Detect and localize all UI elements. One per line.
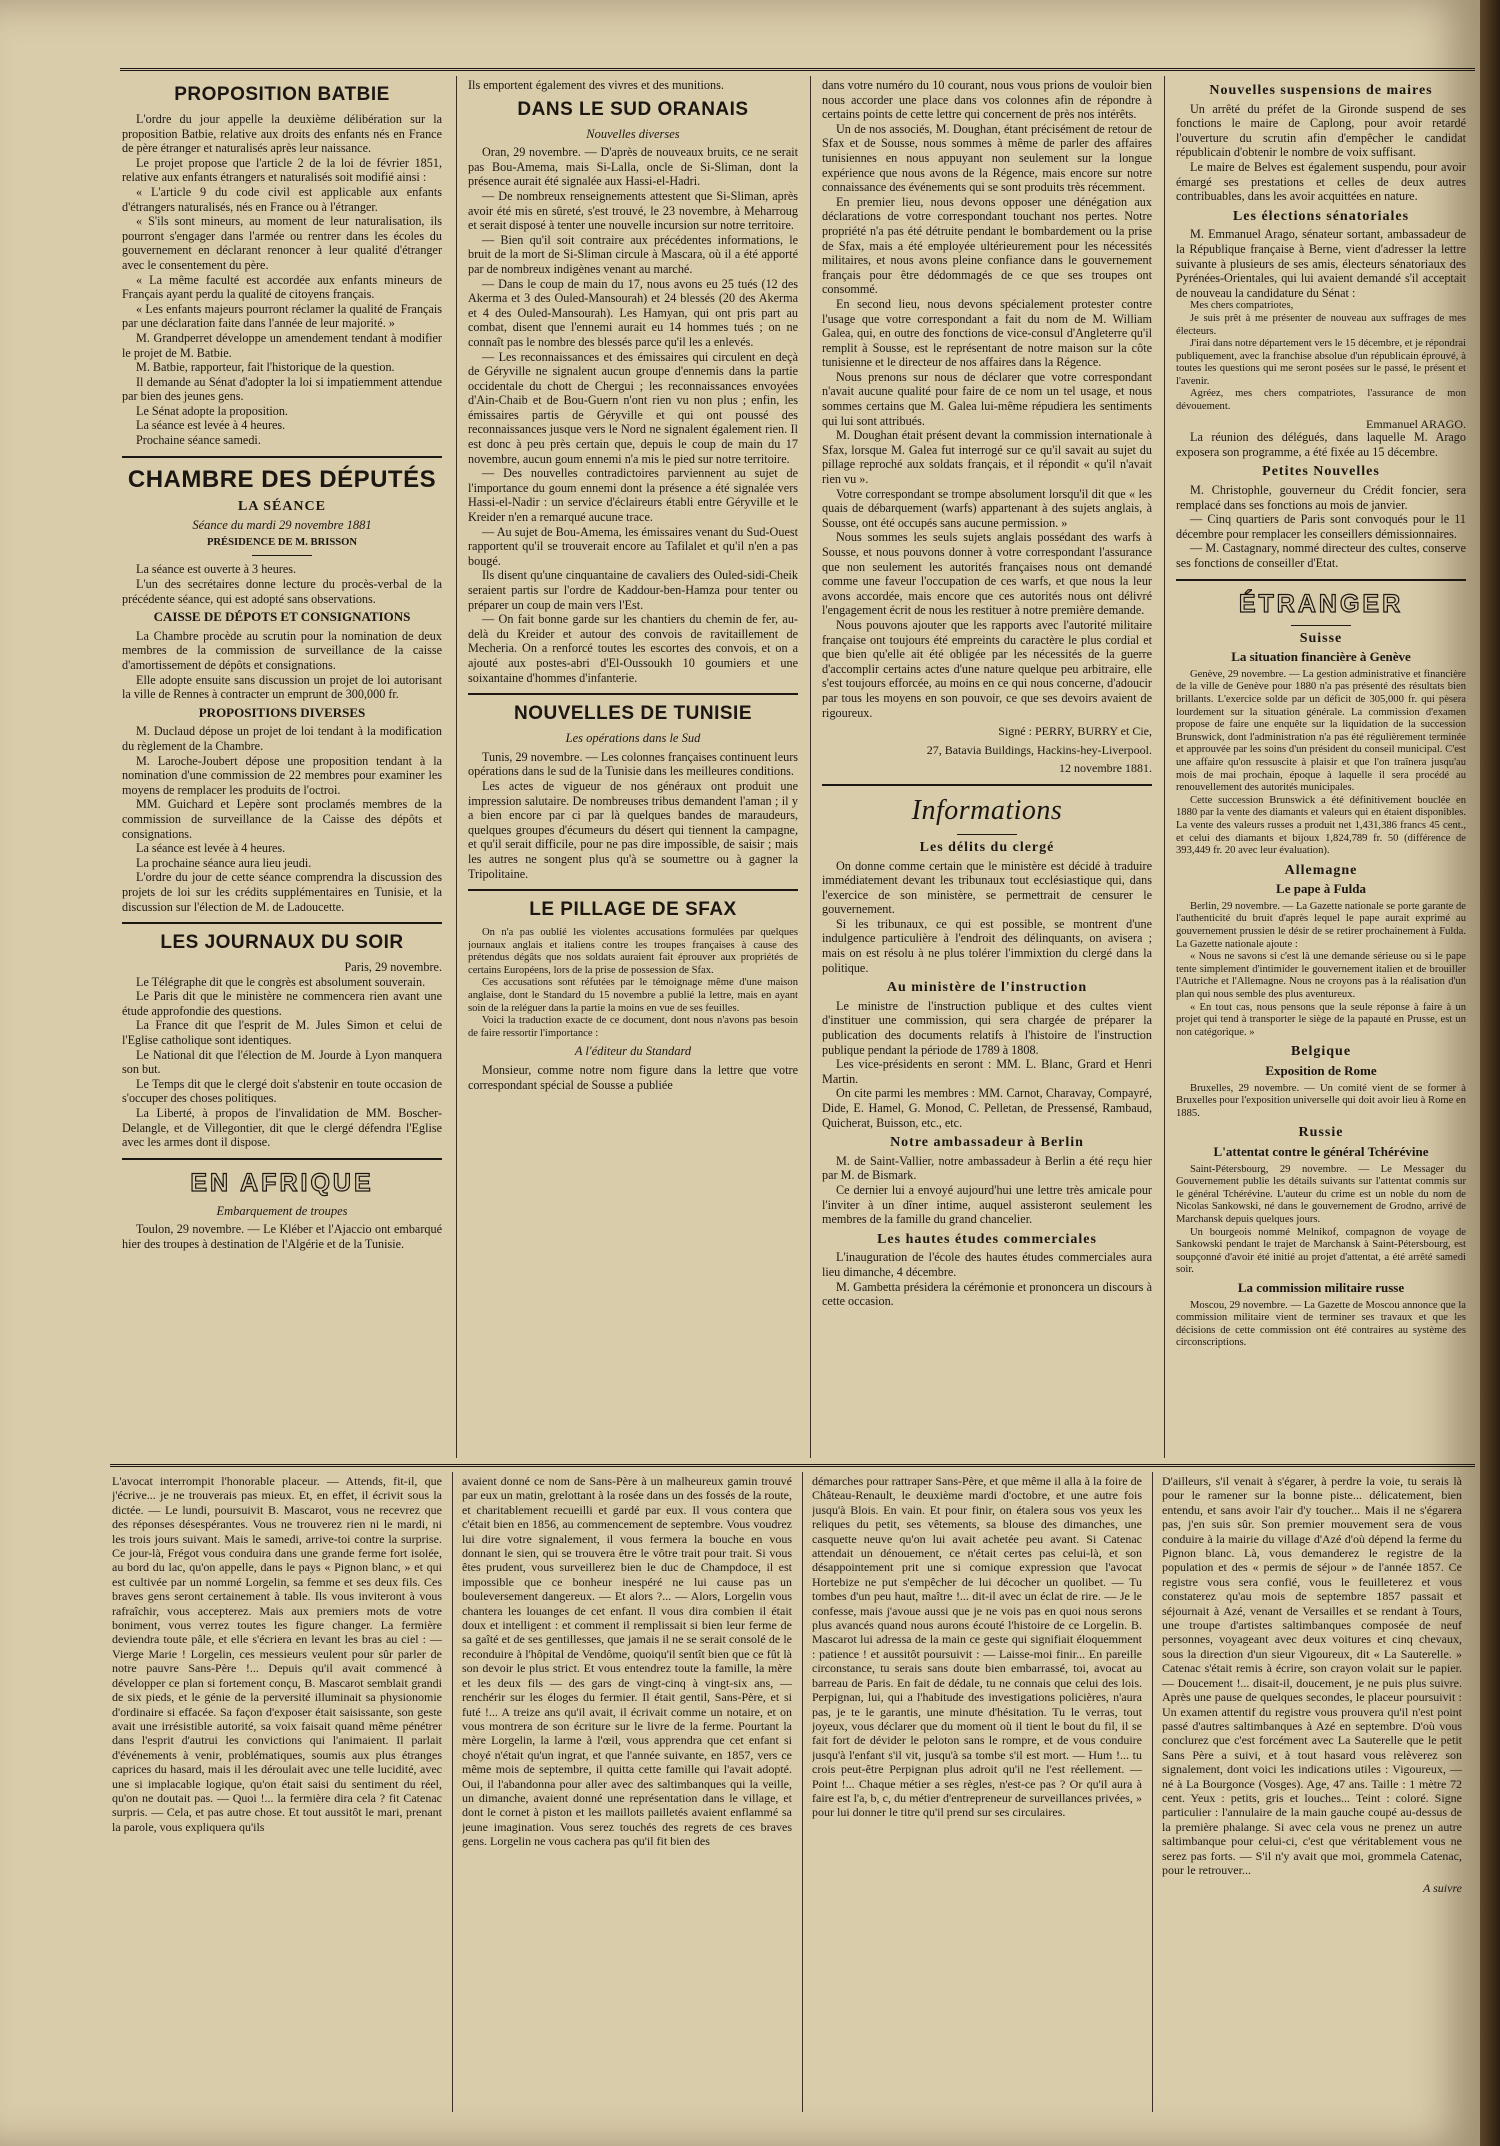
paragraph: Agréez, mes chers compatriotes, l'assurance de mon dévouement. xyxy=(1176,388,1466,413)
paragraph: L'un des secrétaires donne lecture du procès-verbal de la précédente séance, qui est adopté sans observations. xyxy=(122,577,442,606)
subheading-commission-militaire: La commission militaire russe xyxy=(1237,1279,1405,1295)
paragraph: Si les tribunaux, ce qui est possible, se montrent d'une indulgence particulière à l'endroit des délinquants, on avisera ; mais on est résolu à ne plus tolérer l'immixtion du clergé dans la politique. xyxy=(822,916,1152,975)
paragraph: Le Temps dit que le clergé doit s'abstenir en toute occasion de s'occuper des choses politiques. xyxy=(122,1076,442,1106)
paragraph: Bruxelles, 29 novembre. — Un comité vient de se former à Bruxelles pour l'exposition universelle qui doit avoir lieu à Rome en 1885. xyxy=(1176,1082,1466,1119)
paragraph: M. Laroche-Joubert dépose une proposition tendant à la nomination d'une commission de 22 membres pour examiner les moyens de remplacer les produits de l'octroi. xyxy=(122,753,442,797)
section-rule xyxy=(122,1158,442,1160)
signature-date: 12 novembre 1881. xyxy=(1059,761,1152,776)
top-rule xyxy=(120,68,1475,71)
section-rule xyxy=(468,889,798,891)
column-divider xyxy=(456,76,457,1458)
feuilleton-rule xyxy=(110,1464,1475,1467)
subheading-elections-senatoriales: Les élections sénatoriales xyxy=(1232,208,1410,224)
paragraph: L'ordre du jour appelle la deuxième délibération sur la proposition Batbie, relative aux droits des enfants nés en France de père étranger et naturalisés après leur naissance. xyxy=(122,112,442,156)
paragraph: — Cinq quartiers de Paris sont convoqués pour le 11 décembre pour remplacer les conseillers démissionnaires. xyxy=(1176,512,1466,541)
paragraph: Votre correspondant se trompe absolument lorsqu'il dit que « les quais de débarquement (warfs) appartenant à des sujets anglais, à Sousse, ont été occupés sans aucune permission. » xyxy=(822,486,1152,530)
paragraph: Voici la traduction exacte de ce document, dont nous n'avons pas besoin de faire ressortir l'importance : xyxy=(468,1015,798,1039)
paragraph: M. Doughan était présent devant la commission internationale à Sfax, lorsque M. Galea fut interrogé sur ce qu'il savait au sujet du pillage reproché aux soldats français, et il répondit « qu'il n'avait rien vu ». xyxy=(822,428,1152,487)
paragraph: Nous prenons sur nous de déclarer que votre correspondant n'avait aucune qualité pour faire de ce nom un tel usage, et nous sommes certains que M. Galea lui-même répudiera les sentiments qui lui sont attribués. xyxy=(822,369,1152,428)
country-belgique: Belgique xyxy=(1290,1044,1352,1060)
column-divider xyxy=(810,76,811,1458)
paragraph: M. Gambetta présidera la cérémonie et prononcera un discours à cette occasion. xyxy=(822,1279,1152,1309)
subheading-hautes-etudes: Les hautes études commerciales xyxy=(877,1231,1097,1247)
paragraph: Le Télégraphe dit que le congrès est absolument souverain. xyxy=(136,974,426,989)
paragraph: Mes chers compatriotes, xyxy=(1190,300,1294,312)
subheading-suspensions-maires: Nouvelles suspensions de maires xyxy=(1209,83,1433,98)
paragraph: « Les enfants majeurs pourront réclamer la qualité de Français par une déclaration faite dans l'année de leur majorité. » xyxy=(122,301,442,331)
dateline: Paris, 29 novembre. xyxy=(344,960,442,975)
column-3 xyxy=(822,78,1152,1458)
paragraph: Genève, 29 novembre. — La gestion administrative et financière de la ville de Genève pour 1880 n'a pas présenté des résultats bien brillants. L'exercice solde par un déficit de 305,000 fr. qui pèsera lourdement sur la situation générale. La commission d'examen propose de faire une enquête sur la liquidation de la succession Brunswick, dont l'administration n'a pas été régulièrement terminée et approuvée par les soins d'un président du conseil municipal. C'est une affaire qu'on ressuscite à plaisir et que l'on traînera jusqu'au mois de mai prochain, époque à laquelle il sera procédé au renouvellement des autorités municipales. xyxy=(1176,668,1466,794)
paragraph: En premier lieu, nous devons opposer une dénégation aux déclarations de votre correspondant touchant nos pertes. Notre propriété n'a pas été détruite pendant le bombardement ou la prise de Sfax, mais a été employée ultérieurement pour les nécessités militaires, et nous avons pleine confiance dans le gouvernement français pour être dédommagés de ce que ses troupes ont consommé. xyxy=(822,194,1152,297)
seance-date: Séance du mardi 29 novembre 1881 xyxy=(192,518,372,533)
paragraph: Saint-Pétersbourg, 29 novembre. — Le Messager du Gouvernement publie les détails suivants sur l'attentat commis sur le général Tchérévine. L'auteur du crime est un noble du nom de Nicolas Sankowski, né dans le gouvernement de Grodno, arrivé de Marchansk depuis quelques jours. xyxy=(1176,1163,1466,1225)
heading-la-seance: LA SÉANCE xyxy=(238,498,326,514)
column-divider xyxy=(452,1472,453,2112)
paragraph: Ils disent qu'une cinquantaine de cavaliers des Ouled-sidi-Cheik seraient partis sur l'ordre de Kaddour-ben-Hamza pour tenter ou préparer un coup de main vers l'Est. xyxy=(468,568,798,612)
paragraph: — Au sujet de Bou-Amema, les émissaires venant du Sud-Ouest rapportent qu'il se trouverait encore au Tafilalet et qu'il n'en a pas bougé. xyxy=(468,524,798,568)
paragraph: La séance est ouverte à 3 heures. xyxy=(136,562,297,577)
paragraph: Ces accusations sont réfutées par le témoignage même d'une maison anglaise, dont le Standard du 15 novembre a publié la lettre, mais en ayant soin de la reléguer dans la partie la moins en vue de ses feuilles. xyxy=(468,977,798,1014)
paragraph: Les actes de vigueur de nos généraux ont produit une impression salutaire. De nombreuses tribus demandent l'aman ; il y a bien encore par ci par là quelques bandes de maraudeurs, quelques groupes d'écumeurs du désert qui tiennent la campagne, et qu'il serait difficile, pour ne pas dire impossible, de saisir ; mais les autres ne songent plus qu'à se soumettre ou à gagner la Tripolitaine. xyxy=(468,778,798,881)
paragraph: Un bourgeois nommé Melnikof, compagnon de voyage de Sankowski pendant le trajet de Marchansk à Saint-Pétersbourg, est soupçonné d'avoir été initié au projet d'attentat, a été arrêté samedi soir. xyxy=(1176,1226,1466,1276)
short-rule xyxy=(252,555,312,556)
paragraph: Nous pouvons ajouter que les rapports avec l'autorité militaire française ont toujours été empreints du caractère le plus cordial et que bien qu'elle ait été obligée par les nécessités de la guerre d'accomplir certains actes d'une nature quelque peu arbitraire, elle s'est toujours efforcée, au moins en ce qui nous concerne, d'adoucir par tous les moyens en son pouvoir, ce que ses devoirs avaient de rigoureux. xyxy=(822,617,1152,720)
paragraph: Ce dernier lui a envoyé aujourd'hui une lettre très amicale pour l'inviter à un dîner intime, auquel assisteront seulement les membres de la famille du grand chancelier. xyxy=(822,1182,1152,1227)
short-rule xyxy=(957,834,1017,835)
paragraph: Berlin, 29 novembre. — La Gazette nationale se porte garante de l'authenticité du bruit d'après lequel le pape aurait exprimé au gouvernement prussien le désir de se retirer prochainement à Fulda. La Gazette nationale ajoute : xyxy=(1176,900,1466,950)
feuilleton-column-1 xyxy=(112,1474,442,2114)
section-rule xyxy=(1176,579,1466,581)
signature-address: 27, Batavia Buildings, Hackins-hey-Liverpool. xyxy=(926,742,1152,757)
feuilleton-column-3 xyxy=(812,1474,1142,2114)
subheading-embarquement: Embarquement de troupes xyxy=(216,1203,348,1218)
heading-proposition-batbie: PROPOSITION BATBIE xyxy=(174,84,390,105)
paragraph: Cette succession Brunswick a été définitivement bouclée en 1880 par la vente des diamants et valeurs qui en étaient disponibles. La vente des valeurs russes a produit net 1,431,386 francs 45 cent., et celui des diamants et bijoux 1,824,789 fr. 50 (différence de 393,449 fr. 20 avec leur évaluation). xyxy=(1176,794,1466,857)
paragraph: Ils emportent également des vivres et des munitions. xyxy=(468,78,724,92)
letter-address: A l'éditeur du Standard xyxy=(574,1044,692,1059)
subheading-exposition-rome: Exposition de Rome xyxy=(1265,1063,1377,1078)
heading-etranger: ÉTRANGER xyxy=(1238,589,1404,618)
heading-informations: Informations xyxy=(911,794,1063,826)
section-rule xyxy=(122,922,442,924)
subheading-delits-clerge: Les délits du clergé xyxy=(919,839,1055,855)
subheading-caisse: CAISSE DE DÉPOTS ET CONSIGNATIONS xyxy=(153,609,411,625)
paragraph: Monsieur, comme notre nom figure dans la lettre que votre correspondant spécial de Sousse a publiée xyxy=(468,1063,798,1092)
paragraph: — De nombreux renseignements attestent que Si-Sliman, après avoir été mis en sûreté, s'est trouvé, le 23 novembre, à Meharroug et serait disposé à tenter une nouvelle incursion sur notre territoire. xyxy=(468,188,798,233)
paragraph: La prochaine séance aura lieu jeudi. xyxy=(136,855,312,870)
subheading-pape-fulda: Le pape à Fulda xyxy=(1276,881,1366,897)
paragraph: Toulon, 29 novembre. — Le Kléber et l'Ajaccio ont embarqué hier des troupes à destination de l'Algérie et de la Tunisie. xyxy=(122,1222,442,1251)
paragraph: Un de nos associés, M. Doughan, étant précisément de retour de Sfax et de Sousse, nous sommes à même de parler des affaires tunisiennes en nous appuyant non seulement sur la longue expérience que nous avons de la Régence, mais encore sur notre connaissance des événements qui se sont produits très récemment. xyxy=(822,121,1152,195)
paragraph: L'inauguration de l'école des hautes études commerciales aura lieu dimanche, 4 décembre. xyxy=(822,1250,1152,1279)
paragraph: La séance est levée à 4 heures. xyxy=(136,418,286,433)
subheading-attentat: L'attentat contre le général Tchérévine xyxy=(1213,1143,1429,1159)
column-4 xyxy=(1176,78,1466,1458)
paragraph: Les vice-présidents en seront : MM. L. Blanc, Grard et Henri Martin. xyxy=(822,1057,1152,1086)
paragraph: Le National dit que l'élection de M. Jourde à Lyon manquera son but. xyxy=(122,1047,442,1077)
paragraph: La Chambre procède au scrutin pour la nomination de deux membres de la commission de surveillance de la caisse d'amortissement de dépôts et consignations. xyxy=(122,628,442,672)
book-binding-edge xyxy=(1480,0,1500,2146)
paragraph: dans votre numéro du 10 courant, nous vous prions de vouloir bien nous accorder une place dans vos colonnes afin de répondre à certains points de cette lettre qui concernent de près nos intérêts. xyxy=(822,78,1152,122)
paragraph: Je suis prêt à me présenter de nouveau aux suffrages de mes électeurs. xyxy=(1176,312,1466,337)
subheading-petites-nouvelles: Petites Nouvelles xyxy=(1262,464,1380,480)
paragraph: « S'ils sont mineurs, au moment de leur naturalisation, ils pourront s'engager dans l'armée ou rentrer dans les écoles du gouvernement en déclarant renoncer à leur qualité d'étranger avec le consentement du père. xyxy=(122,214,442,272)
paragraph: La Liberté, à propos de l'invalidation de MM. Boscher-Delangle, et de Villegontier, dit que le clergé défendra l'Eglise avec les armes dont il dispose. xyxy=(122,1106,442,1150)
feuilleton-text: L'avocat interrompit l'honorable placeur. — Attends, fit-il, que j'écrive... je ne trouverais pas mieux. Et, en effet, il écrivit sous la dictée. — Le lundi, poursuivit B. Mascarot, vous ne recevrez que des réponses désespérantes. Vous ne trouverez rien ni le mardi, ni les trois jours suivant. Mais le samedi, arrive-toi contre la surprise. Ce jour-là, Frégot vous conduira dans une grande ferme fort isolée, au bord du lac, qu'on appelle, dans le pays « Pignon blanc, » et qui est cultivée par un nommé Lorgelin, sa femme et ses deux fils. Ces braves gens seront certainement à table. Ils vous inviteront à vous rafraîchir, vous accepterez. Mais aux premiers mots de votre boniment, vous verrez toutes les figure changer. La fermière deviendra toute pâle, et elle s'écriera en levant les bras au ciel : — Vierge Marie ! Lorgelin, ces messieurs veulent pour sûr parler de notre pauvre Sans-Père !... Depuis qu'il avait commencé à développer ce plan si fortement conçu, B. Mascarot semblait grandi de six pieds, et le génie de la perversité illuminait sa physionomie d'ordinaire si effacée. Sa façon d'exposer était saisissante, son geste avait une irrésistible autorité, sa voix faisait quand même pénétrer dans l'esprit d'autrui les convictions qui l'animaient. Il parlait d'événements à venir, problématiques, soumis aux plus étranges caprices du hasard, mais il les déroulait avec une telle lucidité, avec une si implacable logique, qu'on était saisi du sentiment du réel, qu'on ne doutait pas. — Quoi !... la fermière dira cela ? fit Catenac surpris. — Cela, et pas autre chose. Et tout aussitôt le mari, prenant la parole, vous expliquera qu'ils xyxy=(112,1474,442,1834)
paragraph: Le maire de Belves est également suspendu, pour avoir émargé ses prestations et celles de deux autres contribuables, dans les avoir acquittées en nature. xyxy=(1176,159,1466,204)
paragraph: M. Duclaud dépose un projet de loi tendant à la modification du règlement de la Chambre. xyxy=(122,724,442,753)
paragraph: Le Sénat adopte la proposition. xyxy=(136,403,288,418)
paragraph: La France dit que l'esprit de M. Jules Simon et celui de l'Eglise catholique sont identiques. xyxy=(122,1018,442,1048)
paragraph: — Dans le coup de main du 17, nous avons eu 25 tués (12 des Akerma et 3 des Ouled-Mansourah) et 24 blessés (20 des Akerma et 4 des Ouled-Mansourah). Les Hamyan, qui ont pris part au combat, disent que l'ennemi aurait eu 14 hommes tués ; on ne connaît pas le nombre des blessés parce qu'il les a enlevés. xyxy=(468,276,798,349)
heading-en-afrique: EN AFRIQUE xyxy=(190,1168,374,1197)
column-divider xyxy=(802,1472,803,2112)
paragraph: On donne comme certain que le ministère est décidé à traduire immédiatement devant les tribunaux tout ecclésiastique qui, dans l'exercice de son ministère, se permettrait de censurer le gouvernement. xyxy=(822,858,1152,917)
paragraph: « L'article 9 du code civil est applicable aux enfants d'étrangers naturalisés, nés en France ou à l'étranger. xyxy=(122,184,442,214)
feuilleton-column-2 xyxy=(462,1474,792,2114)
paragraph: — Bien qu'il soit contraire aux précédentes informations, le bruit de la mort de Si-Sliman circule à Mascara, où il a été apporté par de nombreux indigènes venant au marché. xyxy=(468,232,798,276)
paragraph: Prochaine séance samedi. xyxy=(136,433,261,448)
short-rule xyxy=(1291,625,1351,626)
paragraph: M. de Saint-Vallier, notre ambassadeur à Berlin a été reçu hier par M. de Bismark. xyxy=(822,1153,1152,1183)
paragraph: — Des nouvelles contradictoires parviennent au sujet de l'importance du goum ennemi dont la présence a été signalée vers Hassi-el-Nadir : un service d'éclaireurs établi entre Géryville et le Kreider n'en a remarqué aucune trace. xyxy=(468,466,798,525)
feuilleton-text: D'ailleurs, s'il venait à s'égarer, à perdre la voie, tu serais là pour le ramener sur la bonne piste... délicatement, bien entendu, et sans avoir l'air d'y toucher... Mais il ne s'égarera pas, j'en suis sûr. Son premier mouvement sera de vous conduire à la mairie du village d'Azé d'où dépend la ferme du Pignon blanc. Là, vous demanderez le registre de la population et des « permis de séjour » de l'année 1857. Ce registre vous sera confié, vous le feuilleterez et vous constaterez qu'au mois de septembre 1857 passait et séjournait à Azé, venant de Versailles et se rendant à Tours, une troupe d'artistes saltimbanques composée de neuf personnes, voyageant avec deux voitures et cinq chevaux, sous la direction d'un sieur Vigoureux, dit « La Sauterelle. » Catenac s'était remis à écrire, son crayon volait sur le papier. — Doucement !... disait-il, doucement, je ne puis plus suivre. Après une pause de quelques secondes, le placeur poursuivit : Un examen attentif du registre vous prouvera qu'il n'est point passé d'autres saltimbanques à Azé en septembre. D'où vous conclurez que c'est forcément avec La Sauterelle que le petit Sans Père a suivi, et à tout hasard vous relèverez son signalement, dont voici les indications utiles : Vigoureux, — né à La Bourgonce (Vosges). Age, 47 ans. Taille : 1 mètre 72 cent. Yeux : petits, gris et louches... Teint : coloré. Signe particulier : l'annulaire de la main gauche coupé au-dessus de la première phalange. Si avec cela vous ne prenez un autre saltimbanque pour celui-ci, c'est que véritablement vous ne serez pas forts. — S'il n'y avait que moi, grommela Catenac, pour le retrouver... xyxy=(1162,1474,1462,1877)
column-1 xyxy=(122,78,442,1458)
subheading-ministere-instruction: Au ministère de l'instruction xyxy=(886,980,1088,996)
paragraph: J'irai dans notre département vers le 15 décembre, et je répondrai publiquement, avec la franchise absolue d'un républicain éprouvé, à toutes les questions qui me seront posées sur le passé, le présent et l'avenir. xyxy=(1176,338,1466,387)
paragraph: Le projet propose que l'article 2 de la loi de février 1851, relative aux enfants étrangers et naturalisés soit modifié ainsi : xyxy=(122,155,442,185)
signature-arago: Emmanuel ARAGO. xyxy=(1366,416,1466,431)
feuilleton-text: avaient donné ce nom de Sans-Père à un malheureux gamin trouvé par eux un matin, grelottant à la rosée dans un des fossés de la route, et charitablement recueilli et gardé par eux. Il vous contera que c'était bien en 1856, au commencement de septembre. Vous voudrez lui dire votre signalement, il vous fermera la bouche en vous donnant le sien, qui se trouvera être le vôtre trait pour trait. Si vous êtes prudent, vous surveillerez bien le duc de Champdoce, il est impossible que ce bonheur inespéré ne lui cause pas un bouleversement dangereux. — Et alors ?... — Alors, Lorgelin vous chantera les louanges de cet enfant. Il vous dira combien il était doux et intelligent : et comment il remplissait si bien leur ferme de sa gaîté et de ses gentillesses, que jamais il ne se serait consolé de le reconduire à l'hôpital de Vendôme, quoiqu'il sentît bien que ce fût là son devoir le plus strict. Et vous entendrez toute la famille, la mère et les deux fils — des gars de vingt-cinq à vingt-six ans, — renchérir sur les éloges du fermier. Il était gentil, Sans-Père, et si futé !... A treize ans qu'il avait, il écrivait comme un notaire, et on vous montrera de son écriture sur le livre de la ferme. Pourtant la mère Lorgelin, la larme à l'œil, vous apprendra que cet enfant si choyé n'était qu'un ingrat, et que l'année suivante, en 1857, vers ce même mois de septembre, il quitta cette famille qui l'avait adopté. Oui, il l'abandonna pour aller avec des saltimbanques qui la veille, un dimanche, avaient donné une représentation dans le village, et dont le cornet à piston et les maillots pailletés avaient enflammé sa jeune imagination. Vous serez touchés des regrets de ces braves gens. Lorgelin ne vous cachera pas qu'il fit bien des xyxy=(462,1474,792,1849)
column-divider xyxy=(1152,1472,1153,2112)
signature-line: Signé : PERRY, BURRY et Cie, xyxy=(998,724,1152,739)
country-allemagne: Allemagne xyxy=(1284,862,1358,878)
paragraph: Nous sommes les seuls sujets anglais possédant des warfs à Sousse, et nous pouvons donner à votre correspondant l'assurance que non seulement les autorités françaises nous ont demandé comme une faveur l'occupation de ces warfs, et que nous la leur avons accordée, mais encore que ces autorités nous ont délivré l'engagement écrit de nous les restituer à notre première demande. xyxy=(822,530,1152,618)
paragraph: On n'a pas oublié les violentes accusations formulées par quelques journaux anglais et italiens contre les troupes françaises à cause des prétendus dégâts que nos soldats auraient fait éprouver aux propriétés de certains Européens, lors de la prise de possession de Sfax. xyxy=(468,927,798,976)
paragraph: M. Batbie, rapporteur, fait l'historique de la question. xyxy=(136,360,395,375)
paragraph: Le Paris dit que le ministère ne commencera rien avant une étude approfondie des questions. xyxy=(122,989,442,1018)
paragraph: Elle adopte ensuite sans discussion un projet de loi autorisant la ville de Rennes à contracter un emprunt de 300,000 fr. xyxy=(122,672,442,702)
subheading-ambassadeur-berlin: Notre ambassadeur à Berlin xyxy=(890,1135,1084,1151)
heading-pillage-sfax: LE PILLAGE DE SFAX xyxy=(529,899,737,921)
heading-sud-oranais: DANS LE SUD ORANAIS xyxy=(517,98,749,120)
paragraph: L'ordre du jour de cette séance comprendra la discussion des projets de loi sur les crédits supplémentaires en Tunisie, et la discussion sur l'élection de M. de Ladoucette. xyxy=(122,870,442,914)
paragraph: Le ministre de l'instruction publique et des cultes vient d'instituer une commission, qui sera chargée de préparer la publication des documents relatifs à l'histoire de l'instruction publique pendant la période de 1789 à 1808. xyxy=(822,998,1152,1057)
paragraph: — Les reconnaissances et des émissaires qui circulent en deçà de Géryville ne signalent aucun groupe d'ennemis dans la partie occidentale du chott de Chergui ; les reconnaissances envoyées d'Ain-Chaib et de Bou-Guern n'ont rien vu non plus ; enfin, les émissaires partis de Géryville et qui ont poussé des reconnaissances jusque vers le Nord ne signalent également rien. Il est donc à peu près certain que, depuis le coup de main du 17 novembre, aucun goum ennemi n'a mis le pied sur notre territoire. xyxy=(468,349,798,466)
paragraph: M. Grandperret développe un amendement tendant à modifier le projet de M. Batbie. xyxy=(122,330,442,360)
paragraph: Il demande au Sénat d'adopter la loi si impatiemment attendue par bien des jeunes gens. xyxy=(122,374,442,404)
paragraph: — On fait bonne garde sur les chantiers du chemin de fer, au-delà du Kreider et autour des convois de ravitaillement de Mecheria. On a renforcé toutes les escortes des convois, et on a ajouté aux postes-abri d'El-Oussoukh 10 goumiers et une soixantaine d'hommes d'infanterie. xyxy=(468,612,798,685)
paragraph: « En tout cas, nous pensons que la seule réponse à faire à un projet qui tend à transporter le siège de la papauté en Prusse, est un non catégorique. » xyxy=(1176,1001,1466,1038)
paragraph: On cite parmi les membres : MM. Carnot, Charavay, Compayré, Dide, E. Hamel, G. Monod, C. Pelletan, de Pressensé, Rambaud, Quicherat, Buisson, etc., etc. xyxy=(822,1086,1152,1130)
feuilleton-column-4 xyxy=(1162,1474,1462,2114)
section-rule xyxy=(468,693,798,695)
paragraph: La réunion des délégués, dans laquelle M. Arago exposera son programme, a été fixée au 15 décembre. xyxy=(1176,430,1466,459)
subheading-propositions: PROPOSITIONS DIVERSES xyxy=(198,704,366,720)
column-2 xyxy=(468,78,798,1458)
country-russie: Russie xyxy=(1298,1125,1344,1141)
paragraph: « La même faculté est accordée aux enfants mineurs de Français ayant perdu la qualité de citoyens français. xyxy=(122,272,442,302)
subheading-operations-sud: Les opérations dans le Sud xyxy=(565,731,701,746)
presidence: PRÉSIDENCE DE M. BRISSON xyxy=(206,536,358,548)
subheading-nouvelles-diverses: Nouvelles diverses xyxy=(586,126,680,141)
section-rule xyxy=(822,784,1152,786)
paragraph: Tunis, 29 novembre. — Les colonnes françaises continuent leurs opérations dans le sud de la Tunisie dans les meilleures conditions. xyxy=(468,749,798,779)
paragraph: Un arrêté du préfet de la Gironde suspend de ses fonctions le maire de Caplong, pour avoir retardé l'ouverture du scrutin afin d'empêcher le candidat républicain d'obtenir le nombre de voix suffisant. xyxy=(1176,101,1466,160)
a-suivre: A suivre xyxy=(1423,1881,1462,1896)
paragraph: Oran, 29 novembre. — D'après de nouveaux bruits, ce ne serait pas Bou-Amema, mais Si-Lalla, oncle de Si-Sliman, dont la présence aurait été signalée aux Hassi-el-Hadri. xyxy=(468,145,798,189)
paragraph: M. Christophle, gouverneur du Crédit foncier, sera remplacé dans ses fonctions au mois de janvier. xyxy=(1176,483,1466,512)
heading-nouvelles-tunisie: NOUVELLES DE TUNISIE xyxy=(513,703,753,725)
paragraph: En second lieu, nous devons spécialement protester contre l'usage que votre correspondant a fait du nom de M. William Galea, qui, en outre des fonctions de vice-consul d'Angleterre qu'il remplit à Sousse, est le représentant de notre maison sur la côte tunisienne et le directeur de nos affaires dans la Régence. xyxy=(822,296,1152,370)
column-divider xyxy=(1164,76,1165,1458)
country-suisse: Suisse xyxy=(1299,630,1343,646)
paragraph: — M. Castagnary, nommé directeur des cultes, conserve ses fonctions de conseiller d'Etat. xyxy=(1176,541,1466,570)
paragraph: M. Emmanuel Arago, sénateur sortant, ambassadeur de la République française à Berne, vient d'adresser la lettre suivante à plusieurs de ses amis, électeurs sénatoriaux des Pyrénées-Orientales, qui lui avaient demandé s'il acceptait de nouveau la candidature du Sénat : xyxy=(1176,227,1466,300)
heading-chambre-des-deputes: CHAMBRE DES DÉPUTÉS xyxy=(127,465,437,493)
paragraph: « Nous ne savons si c'est là une demande sérieuse ou si le pape tente simplement d'intimider le gouvernement italien et de brouiller l'Autriche et l'Allemagne. Nous ne croyons pas à la réalisation d'un plan qui nous semble des plus aventureux. xyxy=(1176,951,1466,1001)
subheading-geneve: La situation financière à Genève xyxy=(1231,649,1411,665)
heading-journaux-du-soir: LES JOURNAUX DU SOIR xyxy=(160,932,404,954)
paragraph: La séance est levée à 4 heures. xyxy=(136,841,286,856)
paragraph: MM. Guichard et Lepère sont proclamés membres de la commission de surveillance de la Caisse des dépôts et consignations. xyxy=(122,797,442,841)
paragraph: Moscou, 29 novembre. — La Gazette de Moscou annonce que la commission militaire vient de terminer ses travaux et que les décisions de cette commission ont été contraires au système des circonscriptions. xyxy=(1176,1299,1466,1349)
feuilleton-text: démarches pour rattraper Sans-Père, et que même il alla à la foire de Château-Renault, le deuxième mardi d'octobre, et une autre fois jusqu'à Blois. En vain. Et pour finir, on étalera sous vos yeux les reliques du petit, ses vêtements, sa blouse des dimanches, une casquette neuve qu'on lui avait achetée peu avant. Si Catenac attendait un dénouement, ce n'était certes pas celui-là, et son désappointement prit une si comique expression que l'avocat Hortebize ne put s'empêcher de lui décocher un quolibet. — Tu tombes d'un peu haut, maître !... dit-il avec un éclat de rire. — Je le confesse, mais j'avoue aussi que je ne vois pas en quoi nous serons plus avancés quand nous aurons écouté l'histoire de ce Lorgelin. B. Mascarot lui adressa de la main ce geste qui signifiait éloquemment : patience ! et aussitôt poursuivit : — Laisse-moi finir... En pareille circonstance, tu serais sans doute bien embarrassé, toi, avocat au barreau de Paris. En fait de dédale, tu ne connais que celui des lois. Perpignan, lui, qui a l'habitude des investigations policières, n'aura pas, je te le garantis, une minute d'hésitation. Tu le verras, tout joyeux, vous déclarer que du moment où il tient le bout du fil, il se fait fort de dévider le peloton sans le rompre, et de vous conduire jusqu'à l'enfant s'il vit, jusqu'à sa tombe s'il est mort. — Hum !... tu crois peut-être Perpignan plus adroit qu'il ne l'est réellement. — Point !... Chaque métier a ses règles, n'est-ce pas ? Or qu'il aura à faire est l'a, b, c, du métier d'entrepreneur de surveillances privées, » pour lui donner le titre qu'il prend sur ses circulaires. xyxy=(812,1474,1142,1820)
section-rule xyxy=(122,456,442,458)
